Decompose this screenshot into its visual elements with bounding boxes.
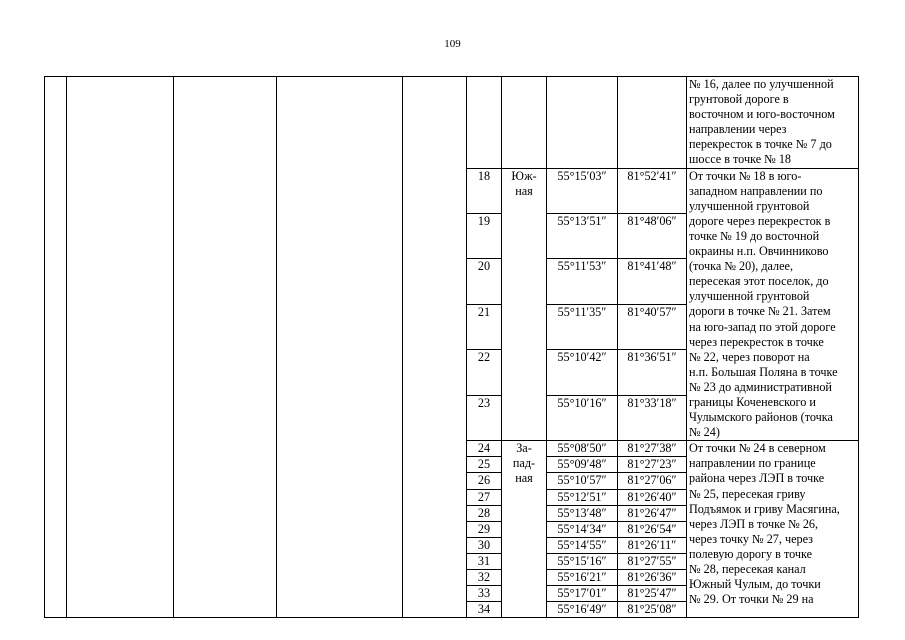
description-line: точке № 19 до восточной <box>689 228 820 243</box>
point-number: 26 <box>467 473 502 489</box>
point-number: 33 <box>467 586 502 602</box>
description-line: на юго-запад по этой дороге <box>689 319 836 334</box>
point-number: 23 <box>467 395 502 441</box>
longitude: 81°25′08″ <box>618 602 687 618</box>
description-line: шоссе в точке № 18 <box>689 152 792 167</box>
point-number: 32 <box>467 570 502 586</box>
description-line: № 22, через поворот на <box>689 349 810 364</box>
description-line: направлении по границе <box>689 456 816 471</box>
description-line: От точки № 18 в юго- <box>689 168 802 183</box>
point-number: 31 <box>467 553 502 569</box>
point-number: 22 <box>467 350 502 395</box>
longitude: 81°26′40″ <box>618 489 687 505</box>
description-line: № 28, пересекая канал <box>689 562 806 576</box>
longitude: 81°26′54″ <box>618 521 687 537</box>
latitude: 55°11′35″ <box>547 304 618 349</box>
longitude: 81°48′06″ <box>618 214 687 259</box>
latitude: 55°13′51″ <box>547 214 618 259</box>
longitude: 81°27′06″ <box>618 473 687 489</box>
point-number: 28 <box>467 505 502 521</box>
description-line: дороги в точке № 21. Затем <box>689 304 831 319</box>
description-line: западном направлении по <box>689 183 823 198</box>
longitude: 81°33′18″ <box>618 395 687 441</box>
direction-label: пад- <box>512 456 536 471</box>
latitude: 55°10′42″ <box>547 350 618 395</box>
description-line: грунтовой дороге в <box>689 92 789 107</box>
longitude: 81°41′48″ <box>618 259 687 304</box>
longitude: 81°27′38″ <box>618 441 687 457</box>
description-line: района через ЛЭП в точке <box>689 471 825 486</box>
direction-cell <box>502 168 547 441</box>
latitude-cell <box>547 77 618 169</box>
description-line: № 23 до административной <box>689 379 832 394</box>
description-line: н.п. Большая Поляна в точке <box>689 364 838 379</box>
description-line: Южный Чулым, до точки <box>689 577 821 592</box>
direction-cell <box>502 77 547 169</box>
longitude: 81°26′36″ <box>618 570 687 586</box>
point-number: 18 <box>467 168 502 213</box>
latitude: 55°15′16″ <box>547 553 618 569</box>
direction-label: ная <box>515 471 533 486</box>
latitude: 55°10′16″ <box>547 395 618 441</box>
description-line: (точка № 20), далее, <box>689 259 794 274</box>
latitude: 55°08′50″ <box>547 441 618 457</box>
direction-label: Юж- <box>511 168 537 183</box>
description-line: окраины н.п. Овчинниково <box>689 244 829 259</box>
longitude: 81°40′57″ <box>618 304 687 349</box>
point-number: 20 <box>467 259 502 304</box>
table-body <box>45 77 859 618</box>
description-line: № 29. От точки № 29 на <box>689 592 814 607</box>
description-line: пересекая этот поселок, до <box>689 274 829 289</box>
description-line: через точку № 27, через <box>689 531 813 546</box>
description-line: восточном и юго-восточном <box>689 107 835 122</box>
empty-column-1 <box>45 77 67 618</box>
page-number: 109 <box>444 38 461 50</box>
description-line: улучшенной грунтовой <box>689 198 810 213</box>
empty-column-4 <box>277 77 403 618</box>
point-number: 29 <box>467 521 502 537</box>
point-number: 24 <box>467 441 502 457</box>
latitude: 55°14′55″ <box>547 537 618 553</box>
point-number: 21 <box>467 304 502 349</box>
latitude: 55°13′48″ <box>547 505 618 521</box>
latitude: 55°17′01″ <box>547 586 618 602</box>
table-row <box>45 77 859 169</box>
description-line: дороге через перекресток в <box>689 213 831 228</box>
point-number: 34 <box>467 602 502 618</box>
point-number-cell <box>467 77 502 169</box>
boundary-description <box>687 168 859 441</box>
description-line: через ЛЭП в точке № 26, <box>689 516 819 531</box>
description-continued <box>687 77 859 169</box>
longitude: 81°36′51″ <box>618 350 687 395</box>
description-line: перекресток в точке № 7 до <box>689 137 832 152</box>
empty-column-3 <box>174 77 277 618</box>
latitude: 55°09′48″ <box>547 457 618 473</box>
longitude-cell <box>618 77 687 169</box>
direction-cell <box>502 441 547 618</box>
description-line: полевую дорогу в точке <box>689 546 813 561</box>
description-line: Чулымского районов (точка <box>689 410 833 425</box>
description-line: Подъямок и гриву Масягина, <box>689 501 840 516</box>
latitude: 55°11′53″ <box>547 259 618 304</box>
point-number: 19 <box>467 214 502 259</box>
point-number: 27 <box>467 489 502 505</box>
latitude: 55°14′34″ <box>547 521 618 537</box>
longitude: 81°27′23″ <box>618 457 687 473</box>
longitude: 81°25′47″ <box>618 586 687 602</box>
latitude: 55°16′49″ <box>547 602 618 618</box>
longitude: 81°27′55″ <box>618 553 687 569</box>
description-line: улучшенной грунтовой <box>689 289 810 304</box>
description-line: направлении через <box>689 122 787 137</box>
boundary-table <box>44 76 859 618</box>
description-line: № 16, далее по улучшенной <box>689 77 834 91</box>
longitude: 81°52′41″ <box>618 168 687 213</box>
empty-column-5 <box>403 77 467 618</box>
description-line: границы Коченевского и <box>689 394 816 409</box>
direction-label: ная <box>515 183 533 198</box>
boundary-description <box>687 441 859 618</box>
latitude: 55°15′03″ <box>547 168 618 213</box>
latitude: 55°12′51″ <box>547 489 618 505</box>
description-line: через перекресток в точке <box>689 334 824 349</box>
description-line: От точки № 24 в северном <box>689 441 826 456</box>
longitude: 81°26′11″ <box>618 537 687 553</box>
direction-label: За- <box>516 441 532 456</box>
longitude: 81°26′47″ <box>618 505 687 521</box>
latitude: 55°10′57″ <box>547 473 618 489</box>
description-line: № 25, пересекая гриву <box>689 486 806 501</box>
latitude: 55°16′21″ <box>547 570 618 586</box>
point-number: 30 <box>467 537 502 553</box>
empty-column-2 <box>67 77 174 618</box>
point-number: 25 <box>467 457 502 473</box>
description-line: № 24) <box>689 425 720 440</box>
